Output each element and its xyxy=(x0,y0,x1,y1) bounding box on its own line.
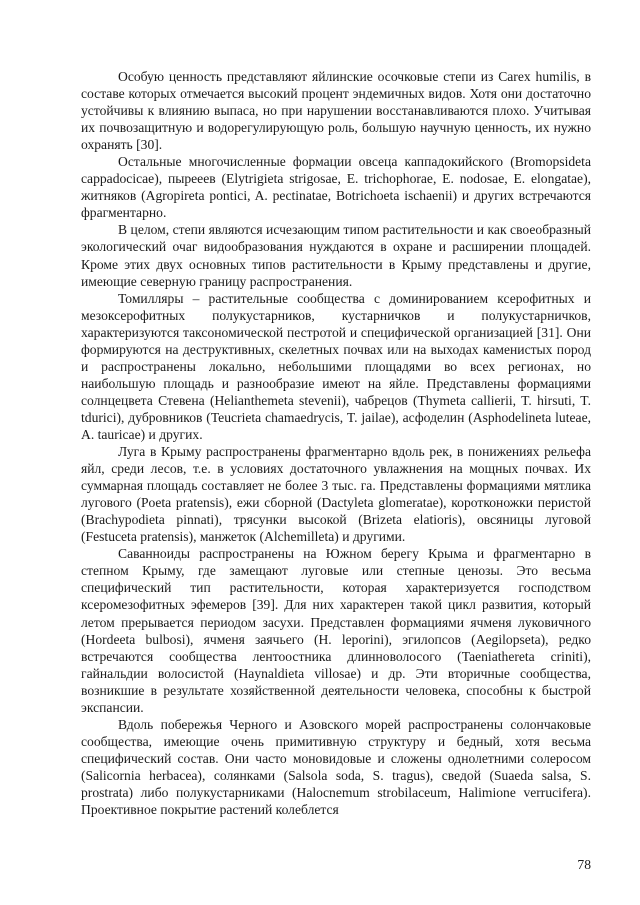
paragraph-tomillars: Томилляры – растительные сообщества с доминированием ксерофитных и мезоксерофитных полукустарников, кустарничков и полукустарничков, характеризуются таксономической пестротой и специфической организацией [31]. Они формируются на деструктивных, скелетных почвах или на выходах каменистых пород и распространены локально, небольшими площадями во всех регионах, но наибольшую площадь и разнообразие имеют на яйле. Представлены формациями солнцецвета Стевена (Helianthemeta stevenii), чабрецов (Thymeta callierii, T. hirsuti, T. tdurici), дубровников (Teucrieta chamaedrycis, T. jailae), асфоделин (Asphodelineta luteae, A. tauricae) и других. xyxy=(81,290,591,442)
paragraph-other-formations: Остальные многочисленные формации овсеца каппадокийского (Bromopsideta cappadocicae), пырееев (Elytrigieta strigosae, E. trichophorae, E. nodosae, E. elongatae), житняков (Agropireta pontici, A. pectinatae, Botrichoeta ischaenii) и других встречаются фрагментарно. xyxy=(81,154,591,221)
page-body xyxy=(81,68,591,818)
paragraph-steppes-summary: В целом, степи являются исчезающим типом растительности и как своеобразный экологический очаг видообразования нуждаются в охране и расширении площадей. Кроме этих двух основных типов растительности в Крыму представлены и другие, имеющие северную границу распространения. xyxy=(81,222,591,289)
page-number: 78 xyxy=(577,857,591,872)
paragraph-carex-steppes: Особую ценность представляют яйлинские осочковые степи из Carex humilis, в составе которых отмечается высокий процент эндемичных видов. Хотя они достаточно устойчивы к влиянию выпаса, но при нарушении восстанавливаются плохо. Учитывая их почвозащитную и водорегулирующую роль, большую научную ценность, их нужно охранять [30]. xyxy=(81,69,591,153)
paragraph-meadows: Луга в Крыму распространены фрагментарно вдоль рек, в понижениях рельефа яйл, среди лесов, т.е. в условиях достаточного увлажнения на мощных почвах. Их суммарная площадь составляет не более 3 тыс. га. Представлены формациями мятлика лугового (Poeta pratensis), ежи сборной (Dactyleta glomeratae), коротконожки перистой (Brachypodieta pinnati), трясунки высокой (Brizeta elatioris), овсяницы луговой (Festuceta pratensis), манжеток (Alchemilleta) и другими. xyxy=(81,444,591,545)
paragraph-saline-communities: Вдоль побережья Черного и Азовского морей распространены солончаковые сообщества, имеющие очень примитивную структуру и бедный, хотя весьма специфический состав. Они часто моновидовые и сложены однолетними солеросом (Salicornia herbacea), солянками (Salsola soda, S. tragus), сведой (Suaeda salsa, S. prostrata) либо полукустарниками (Halocnemum strobilaceum, Halimione verrucifera). Проективное покрытие растений колеблется xyxy=(81,716,591,818)
paragraph-savannoids: Саванноиды распространены на Южном берегу Крыма и фрагментарно в степном Крыму, где замещают луговые или степные ценозы. Это весьма специфический тип растительности, которая характеризуется господством ксеромезофитных эфемеров [39]. Для них характерен такой цикл развития, который летом прерывается периодом засухи. Представлен формациями ячменя луковичного (Hordeeta bulbosi), ячменя заячьего (H. leporini), эгилопсов (Aegilopseta), редко встречаются сообщества лентоостника длинноволосого (Taeniathereta criniti), гайнальдии волосистой (Haynaldieta villosae) и др. Эти вторичные сообщества, возникшие в результате хозяйственной деятельности человека, способны к быстрой экспансии. xyxy=(81,546,591,715)
